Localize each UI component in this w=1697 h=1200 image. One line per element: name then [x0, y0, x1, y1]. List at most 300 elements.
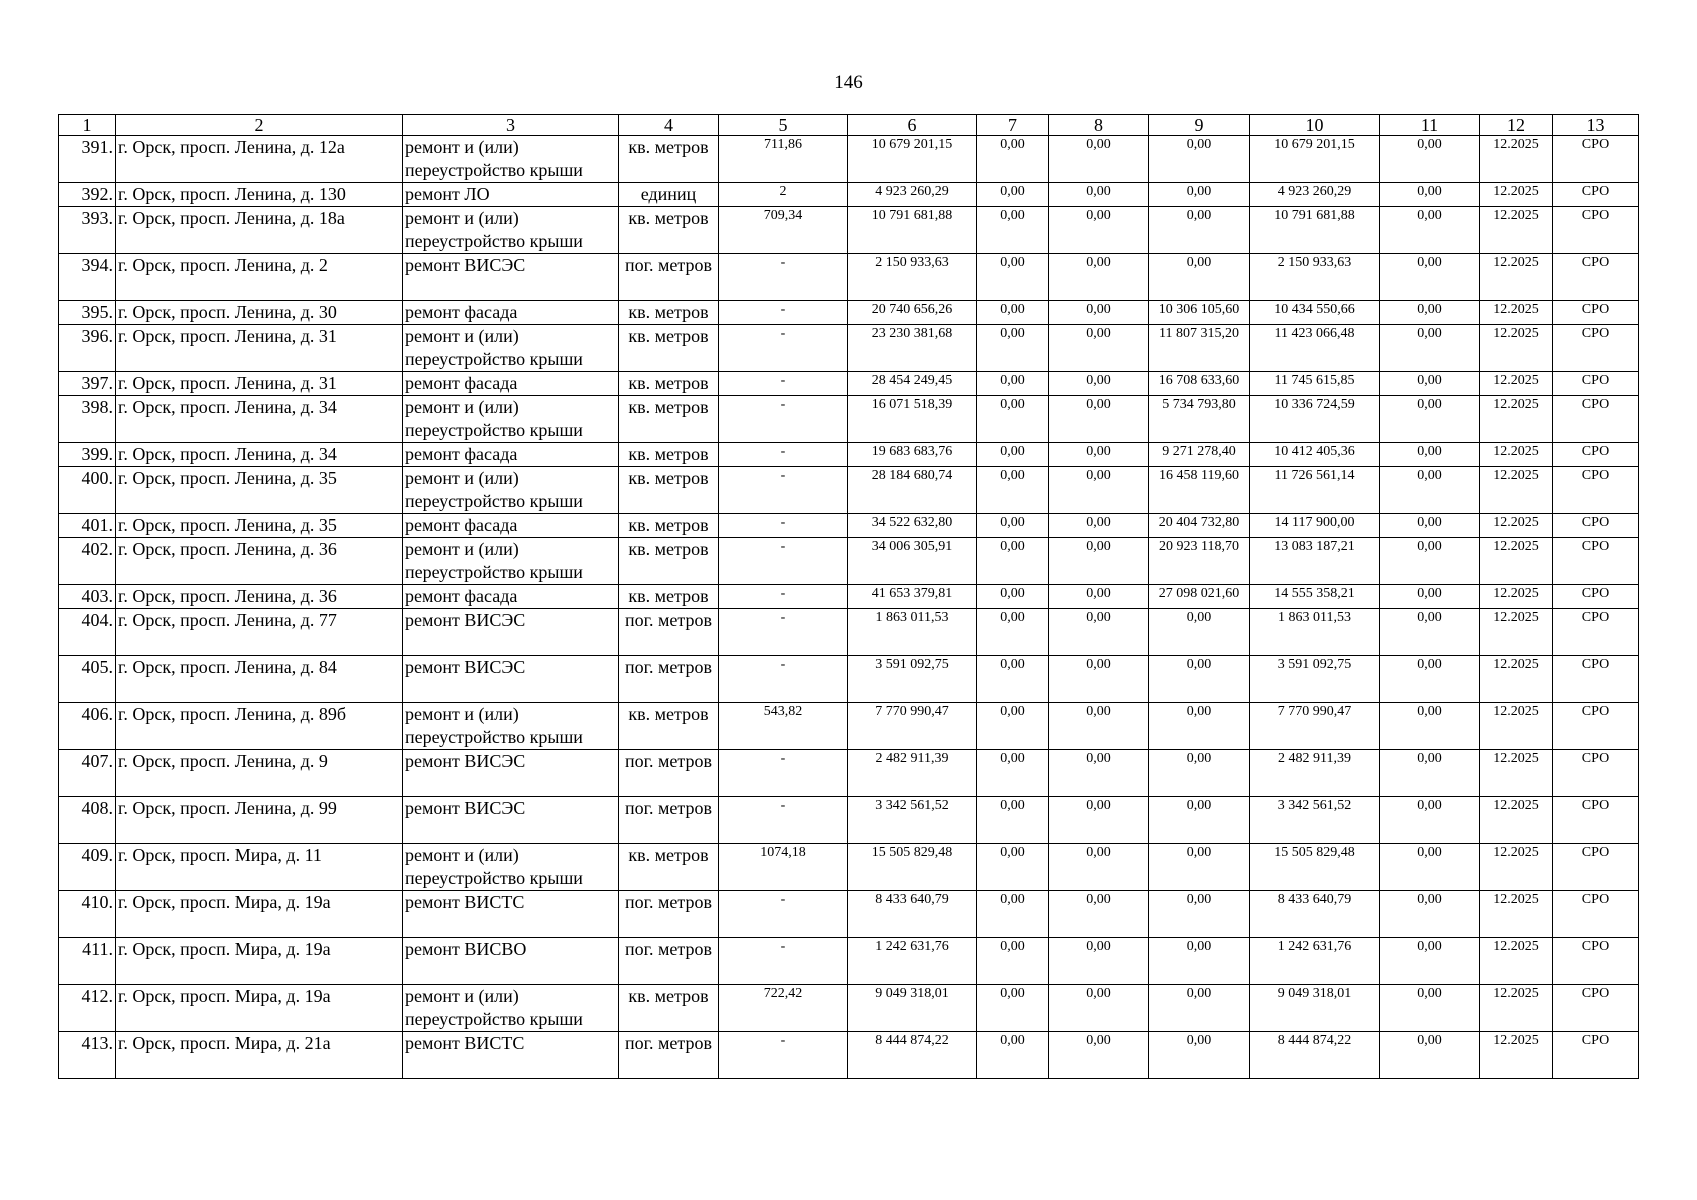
table-body — [59, 136, 1639, 1079]
col9-cell: 0,00 — [1149, 656, 1250, 703]
col11-cell: 0,00 — [1380, 443, 1480, 467]
page-number: 146 — [834, 72, 863, 93]
quantity-cell: - — [719, 609, 848, 656]
col10-cell: 10 791 681,88 — [1250, 207, 1380, 254]
quantity-cell: - — [719, 301, 848, 325]
work-type-cell: ремонт ВИСТС — [403, 891, 619, 938]
operator-cell: СРО — [1553, 585, 1639, 609]
column-header-4: 4 — [619, 115, 719, 136]
row-number-cell: 412. — [59, 985, 116, 1032]
col11-cell: 0,00 — [1380, 1032, 1480, 1079]
table-row — [59, 372, 1639, 396]
deadline-cell: 12.2025 — [1480, 844, 1553, 891]
work-type-cell: ремонт ВИСЭС — [403, 797, 619, 844]
row-number-cell: 393. — [59, 207, 116, 254]
unit-cell: кв. метров — [619, 372, 719, 396]
col8-cell: 0,00 — [1049, 136, 1149, 183]
col10-cell: 7 770 990,47 — [1250, 703, 1380, 750]
total-cost-cell: 10 679 201,15 — [848, 136, 977, 183]
col8-cell: 0,00 — [1049, 467, 1149, 514]
total-cost-cell: 16 071 518,39 — [848, 396, 977, 443]
quantity-cell: - — [719, 1032, 848, 1079]
column-header-12: 12 — [1480, 115, 1553, 136]
column-number-row — [59, 115, 1639, 136]
work-type-cell: ремонт фасада — [403, 372, 619, 396]
unit-cell: пог. метров — [619, 750, 719, 797]
col7-cell: 0,00 — [977, 443, 1049, 467]
quantity-cell: 543,82 — [719, 703, 848, 750]
col9-cell: 0,00 — [1149, 938, 1250, 985]
col11-cell: 0,00 — [1380, 703, 1480, 750]
col9-cell: 20 923 118,70 — [1149, 538, 1250, 585]
deadline-cell: 12.2025 — [1480, 585, 1553, 609]
unit-cell: кв. метров — [619, 985, 719, 1032]
operator-cell: СРО — [1553, 325, 1639, 372]
operator-cell: СРО — [1553, 750, 1639, 797]
work-type-cell: ремонт и (или) переустройство крыши — [403, 538, 619, 585]
total-cost-cell: 41 653 379,81 — [848, 585, 977, 609]
col9-cell: 16 708 633,60 — [1149, 372, 1250, 396]
row-number-cell: 403. — [59, 585, 116, 609]
col9-cell: 0,00 — [1149, 136, 1250, 183]
table-row — [59, 467, 1639, 514]
unit-cell: кв. метров — [619, 325, 719, 372]
column-header-1: 1 — [59, 115, 116, 136]
col7-cell: 0,00 — [977, 938, 1049, 985]
address-cell: г. Орск, просп. Ленина, д. 34 — [116, 443, 403, 467]
row-number-cell: 399. — [59, 443, 116, 467]
row-number-cell: 397. — [59, 372, 116, 396]
col10-cell: 8 433 640,79 — [1250, 891, 1380, 938]
row-number-cell: 396. — [59, 325, 116, 372]
operator-cell: СРО — [1553, 656, 1639, 703]
col7-cell: 0,00 — [977, 467, 1049, 514]
col11-cell: 0,00 — [1380, 372, 1480, 396]
col10-cell: 15 505 829,48 — [1250, 844, 1380, 891]
work-type-cell: ремонт и (или) переустройство крыши — [403, 136, 619, 183]
quantity-cell: - — [719, 891, 848, 938]
col8-cell: 0,00 — [1049, 514, 1149, 538]
operator-cell: СРО — [1553, 467, 1639, 514]
col7-cell: 0,00 — [977, 254, 1049, 301]
work-type-cell: ремонт ВИСЭС — [403, 656, 619, 703]
address-cell: г. Орск, просп. Ленина, д. 34 — [116, 396, 403, 443]
unit-cell: единиц — [619, 183, 719, 207]
col10-cell: 11 423 066,48 — [1250, 325, 1380, 372]
total-cost-cell: 2 482 911,39 — [848, 750, 977, 797]
table-row — [59, 844, 1639, 891]
address-cell: г. Орск, просп. Ленина, д. 36 — [116, 585, 403, 609]
column-header-2: 2 — [116, 115, 403, 136]
table-row — [59, 938, 1639, 985]
col9-cell: 10 306 105,60 — [1149, 301, 1250, 325]
quantity-cell: - — [719, 467, 848, 514]
unit-cell: кв. метров — [619, 538, 719, 585]
unit-cell: пог. метров — [619, 797, 719, 844]
col8-cell: 0,00 — [1049, 703, 1149, 750]
address-cell: г. Орск, просп. Ленина, д. 130 — [116, 183, 403, 207]
table-row — [59, 609, 1639, 656]
col9-cell: 0,00 — [1149, 797, 1250, 844]
deadline-cell: 12.2025 — [1480, 372, 1553, 396]
unit-cell: кв. метров — [619, 207, 719, 254]
quantity-cell: 709,34 — [719, 207, 848, 254]
col9-cell: 16 458 119,60 — [1149, 467, 1250, 514]
quantity-cell: 1074,18 — [719, 844, 848, 891]
column-header-9: 9 — [1149, 115, 1250, 136]
quantity-cell: - — [719, 325, 848, 372]
total-cost-cell: 7 770 990,47 — [848, 703, 977, 750]
table-row — [59, 514, 1639, 538]
operator-cell: СРО — [1553, 1032, 1639, 1079]
col10-cell: 11 726 561,14 — [1250, 467, 1380, 514]
work-type-cell: ремонт и (или) переустройство крыши — [403, 844, 619, 891]
col10-cell: 14 117 900,00 — [1250, 514, 1380, 538]
work-type-cell: ремонт и (или) переустройство крыши — [403, 985, 619, 1032]
address-cell: г. Орск, просп. Ленина, д. 35 — [116, 467, 403, 514]
col11-cell: 0,00 — [1380, 207, 1480, 254]
col10-cell: 1 863 011,53 — [1250, 609, 1380, 656]
col11-cell: 0,00 — [1380, 514, 1480, 538]
total-cost-cell: 34 522 632,80 — [848, 514, 977, 538]
column-header-3: 3 — [403, 115, 619, 136]
col11-cell: 0,00 — [1380, 750, 1480, 797]
total-cost-cell: 1 863 011,53 — [848, 609, 977, 656]
unit-cell: кв. метров — [619, 301, 719, 325]
table-row — [59, 254, 1639, 301]
row-number-cell: 395. — [59, 301, 116, 325]
col8-cell: 0,00 — [1049, 844, 1149, 891]
address-cell: г. Орск, просп. Ленина, д. 12а — [116, 136, 403, 183]
operator-cell: СРО — [1553, 703, 1639, 750]
col11-cell: 0,00 — [1380, 844, 1480, 891]
col7-cell: 0,00 — [977, 136, 1049, 183]
quantity-cell: - — [719, 656, 848, 703]
unit-cell: кв. метров — [619, 514, 719, 538]
col10-cell: 1 242 631,76 — [1250, 938, 1380, 985]
col11-cell: 0,00 — [1380, 254, 1480, 301]
col7-cell: 0,00 — [977, 797, 1049, 844]
work-type-cell: ремонт фасада — [403, 585, 619, 609]
operator-cell: СРО — [1553, 254, 1639, 301]
table-row — [59, 443, 1639, 467]
row-number-cell: 407. — [59, 750, 116, 797]
deadline-cell: 12.2025 — [1480, 325, 1553, 372]
col7-cell: 0,00 — [977, 656, 1049, 703]
col7-cell: 0,00 — [977, 396, 1049, 443]
work-type-cell: ремонт и (или) переустройство крыши — [403, 207, 619, 254]
repair-program-table — [58, 114, 1639, 1079]
deadline-cell: 12.2025 — [1480, 797, 1553, 844]
deadline-cell: 12.2025 — [1480, 1032, 1553, 1079]
unit-cell: кв. метров — [619, 585, 719, 609]
table-row — [59, 656, 1639, 703]
total-cost-cell: 9 049 318,01 — [848, 985, 977, 1032]
operator-cell: СРО — [1553, 514, 1639, 538]
total-cost-cell: 1 242 631,76 — [848, 938, 977, 985]
operator-cell: СРО — [1553, 443, 1639, 467]
column-header-8: 8 — [1049, 115, 1149, 136]
quantity-cell: 2 — [719, 183, 848, 207]
col9-cell: 0,00 — [1149, 891, 1250, 938]
table-row — [59, 396, 1639, 443]
row-number-cell: 400. — [59, 467, 116, 514]
work-type-cell: ремонт и (или) переустройство крыши — [403, 703, 619, 750]
col7-cell: 0,00 — [977, 891, 1049, 938]
col8-cell: 0,00 — [1049, 750, 1149, 797]
quantity-cell: 711,86 — [719, 136, 848, 183]
col10-cell: 10 336 724,59 — [1250, 396, 1380, 443]
deadline-cell: 12.2025 — [1480, 396, 1553, 443]
col9-cell: 20 404 732,80 — [1149, 514, 1250, 538]
col10-cell: 3 342 561,52 — [1250, 797, 1380, 844]
table-row — [59, 891, 1639, 938]
col7-cell: 0,00 — [977, 750, 1049, 797]
unit-cell: кв. метров — [619, 844, 719, 891]
total-cost-cell: 34 006 305,91 — [848, 538, 977, 585]
col7-cell: 0,00 — [977, 207, 1049, 254]
deadline-cell: 12.2025 — [1480, 538, 1553, 585]
operator-cell: СРО — [1553, 207, 1639, 254]
quantity-cell: - — [719, 938, 848, 985]
address-cell: г. Орск, просп. Мира, д. 21а — [116, 1032, 403, 1079]
work-type-cell: ремонт и (или) переустройство крыши — [403, 396, 619, 443]
col10-cell: 11 745 615,85 — [1250, 372, 1380, 396]
col7-cell: 0,00 — [977, 183, 1049, 207]
address-cell: г. Орск, просп. Ленина, д. 9 — [116, 750, 403, 797]
deadline-cell: 12.2025 — [1480, 136, 1553, 183]
operator-cell: СРО — [1553, 985, 1639, 1032]
quantity-cell: - — [719, 797, 848, 844]
total-cost-cell: 8 433 640,79 — [848, 891, 977, 938]
total-cost-cell: 28 184 680,74 — [848, 467, 977, 514]
work-type-cell: ремонт фасада — [403, 514, 619, 538]
quantity-cell: - — [719, 254, 848, 301]
col10-cell: 10 434 550,66 — [1250, 301, 1380, 325]
col11-cell: 0,00 — [1380, 183, 1480, 207]
address-cell: г. Орск, просп. Мира, д. 19а — [116, 891, 403, 938]
operator-cell: СРО — [1553, 891, 1639, 938]
col7-cell: 0,00 — [977, 585, 1049, 609]
col7-cell: 0,00 — [977, 514, 1049, 538]
col7-cell: 0,00 — [977, 538, 1049, 585]
col9-cell: 5 734 793,80 — [1149, 396, 1250, 443]
operator-cell: СРО — [1553, 136, 1639, 183]
deadline-cell: 12.2025 — [1480, 254, 1553, 301]
col8-cell: 0,00 — [1049, 443, 1149, 467]
table-row — [59, 1032, 1639, 1079]
table-row — [59, 703, 1639, 750]
column-header-11: 11 — [1380, 115, 1480, 136]
unit-cell: кв. метров — [619, 396, 719, 443]
address-cell: г. Орск, просп. Мира, д. 19а — [116, 985, 403, 1032]
operator-cell: СРО — [1553, 301, 1639, 325]
deadline-cell: 12.2025 — [1480, 301, 1553, 325]
address-cell: г. Орск, просп. Мира, д. 11 — [116, 844, 403, 891]
address-cell: г. Орск, просп. Ленина, д. 31 — [116, 372, 403, 396]
col8-cell: 0,00 — [1049, 183, 1149, 207]
quantity-cell: - — [719, 538, 848, 585]
column-header-13: 13 — [1553, 115, 1639, 136]
col10-cell: 2 482 911,39 — [1250, 750, 1380, 797]
col11-cell: 0,00 — [1380, 609, 1480, 656]
deadline-cell: 12.2025 — [1480, 183, 1553, 207]
col9-cell: 0,00 — [1149, 254, 1250, 301]
row-number-cell: 401. — [59, 514, 116, 538]
col8-cell: 0,00 — [1049, 609, 1149, 656]
col8-cell: 0,00 — [1049, 585, 1149, 609]
col10-cell: 3 591 092,75 — [1250, 656, 1380, 703]
work-type-cell: ремонт ВИСТС — [403, 1032, 619, 1079]
col11-cell: 0,00 — [1380, 656, 1480, 703]
col8-cell: 0,00 — [1049, 254, 1149, 301]
column-header-7: 7 — [977, 115, 1049, 136]
address-cell: г. Орск, просп. Ленина, д. 99 — [116, 797, 403, 844]
col11-cell: 0,00 — [1380, 585, 1480, 609]
total-cost-cell: 19 683 683,76 — [848, 443, 977, 467]
total-cost-cell: 28 454 249,45 — [848, 372, 977, 396]
address-cell: г. Орск, просп. Ленина, д. 36 — [116, 538, 403, 585]
work-type-cell: ремонт фасада — [403, 443, 619, 467]
work-type-cell: ремонт ЛО — [403, 183, 619, 207]
address-cell: г. Орск, просп. Мира, д. 19а — [116, 938, 403, 985]
total-cost-cell: 3 591 092,75 — [848, 656, 977, 703]
total-cost-cell: 23 230 381,68 — [848, 325, 977, 372]
quantity-cell: 722,42 — [719, 985, 848, 1032]
total-cost-cell: 2 150 933,63 — [848, 254, 977, 301]
col10-cell: 10 412 405,36 — [1250, 443, 1380, 467]
address-cell: г. Орск, просп. Ленина, д. 84 — [116, 656, 403, 703]
quantity-cell: - — [719, 396, 848, 443]
col10-cell: 13 083 187,21 — [1250, 538, 1380, 585]
row-number-cell: 392. — [59, 183, 116, 207]
table-row — [59, 797, 1639, 844]
column-header-6: 6 — [848, 115, 977, 136]
table-row — [59, 538, 1639, 585]
col9-cell: 0,00 — [1149, 750, 1250, 797]
table-row — [59, 301, 1639, 325]
total-cost-cell: 15 505 829,48 — [848, 844, 977, 891]
col7-cell: 0,00 — [977, 1032, 1049, 1079]
work-type-cell: ремонт и (или) переустройство крыши — [403, 467, 619, 514]
deadline-cell: 12.2025 — [1480, 985, 1553, 1032]
col7-cell: 0,00 — [977, 703, 1049, 750]
address-cell: г. Орск, просп. Ленина, д. 89б — [116, 703, 403, 750]
row-number-cell: 413. — [59, 1032, 116, 1079]
quantity-cell: - — [719, 585, 848, 609]
row-number-cell: 405. — [59, 656, 116, 703]
col9-cell: 9 271 278,40 — [1149, 443, 1250, 467]
col7-cell: 0,00 — [977, 609, 1049, 656]
work-type-cell: ремонт фасада — [403, 301, 619, 325]
unit-cell: пог. метров — [619, 938, 719, 985]
col8-cell: 0,00 — [1049, 797, 1149, 844]
operator-cell: СРО — [1553, 372, 1639, 396]
row-number-cell: 402. — [59, 538, 116, 585]
col8-cell: 0,00 — [1049, 938, 1149, 985]
col10-cell: 14 555 358,21 — [1250, 585, 1380, 609]
table-row — [59, 136, 1639, 183]
deadline-cell: 12.2025 — [1480, 750, 1553, 797]
total-cost-cell: 3 342 561,52 — [848, 797, 977, 844]
col8-cell: 0,00 — [1049, 207, 1149, 254]
col10-cell: 9 049 318,01 — [1250, 985, 1380, 1032]
deadline-cell: 12.2025 — [1480, 467, 1553, 514]
table-row — [59, 585, 1639, 609]
operator-cell: СРО — [1553, 844, 1639, 891]
row-number-cell: 409. — [59, 844, 116, 891]
deadline-cell: 12.2025 — [1480, 891, 1553, 938]
col7-cell: 0,00 — [977, 301, 1049, 325]
column-header-5: 5 — [719, 115, 848, 136]
col11-cell: 0,00 — [1380, 325, 1480, 372]
col11-cell: 0,00 — [1380, 797, 1480, 844]
col9-cell: 0,00 — [1149, 844, 1250, 891]
operator-cell: СРО — [1553, 396, 1639, 443]
unit-cell: кв. метров — [619, 467, 719, 514]
address-cell: г. Орск, просп. Ленина, д. 2 — [116, 254, 403, 301]
col8-cell: 0,00 — [1049, 985, 1149, 1032]
total-cost-cell: 8 444 874,22 — [848, 1032, 977, 1079]
work-type-cell: ремонт и (или) переустройство крыши — [403, 325, 619, 372]
col11-cell: 0,00 — [1380, 301, 1480, 325]
total-cost-cell: 20 740 656,26 — [848, 301, 977, 325]
col10-cell: 8 444 874,22 — [1250, 1032, 1380, 1079]
work-type-cell: ремонт ВИСВО — [403, 938, 619, 985]
quantity-cell: - — [719, 514, 848, 538]
col8-cell: 0,00 — [1049, 372, 1149, 396]
deadline-cell: 12.2025 — [1480, 514, 1553, 538]
unit-cell: пог. метров — [619, 656, 719, 703]
col7-cell: 0,00 — [977, 372, 1049, 396]
unit-cell: кв. метров — [619, 443, 719, 467]
deadline-cell: 12.2025 — [1480, 703, 1553, 750]
unit-cell: пог. метров — [619, 891, 719, 938]
deadline-cell: 12.2025 — [1480, 938, 1553, 985]
col8-cell: 0,00 — [1049, 656, 1149, 703]
col10-cell: 10 679 201,15 — [1250, 136, 1380, 183]
col9-cell: 27 098 021,60 — [1149, 585, 1250, 609]
column-header-10: 10 — [1250, 115, 1380, 136]
col9-cell: 11 807 315,20 — [1149, 325, 1250, 372]
work-type-cell: ремонт ВИСЭС — [403, 254, 619, 301]
address-cell: г. Орск, просп. Ленина, д. 18а — [116, 207, 403, 254]
row-number-cell: 408. — [59, 797, 116, 844]
row-number-cell: 410. — [59, 891, 116, 938]
unit-cell: пог. метров — [619, 609, 719, 656]
col8-cell: 0,00 — [1049, 891, 1149, 938]
col10-cell: 4 923 260,29 — [1250, 183, 1380, 207]
address-cell: г. Орск, просп. Ленина, д. 35 — [116, 514, 403, 538]
table-row — [59, 985, 1639, 1032]
quantity-cell: - — [719, 372, 848, 396]
col8-cell: 0,00 — [1049, 301, 1149, 325]
operator-cell: СРО — [1553, 938, 1639, 985]
unit-cell: пог. метров — [619, 1032, 719, 1079]
col10-cell: 2 150 933,63 — [1250, 254, 1380, 301]
row-number-cell: 398. — [59, 396, 116, 443]
operator-cell: СРО — [1553, 797, 1639, 844]
work-type-cell: ремонт ВИСЭС — [403, 609, 619, 656]
quantity-cell: - — [719, 443, 848, 467]
unit-cell: пог. метров — [619, 254, 719, 301]
col11-cell: 0,00 — [1380, 396, 1480, 443]
col8-cell: 0,00 — [1049, 538, 1149, 585]
col11-cell: 0,00 — [1380, 467, 1480, 514]
deadline-cell: 12.2025 — [1480, 443, 1553, 467]
table-row — [59, 207, 1639, 254]
deadline-cell: 12.2025 — [1480, 207, 1553, 254]
